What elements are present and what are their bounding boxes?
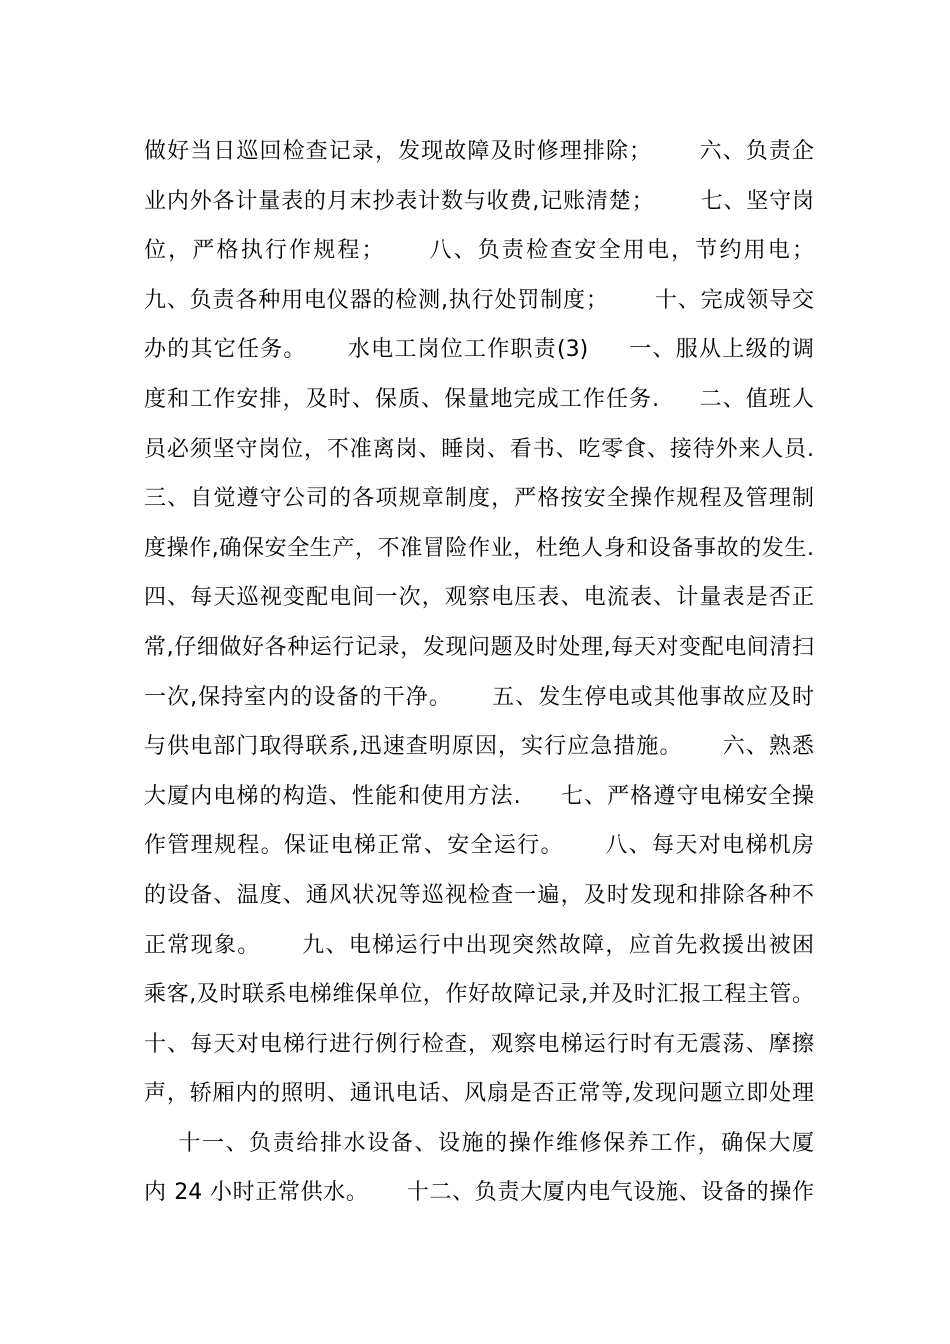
text-line: 与供电部门取得联系,迅速查明原因，实行应急措施。 六、熟悉 — [144, 734, 814, 760]
text-line: 正常现象。 九、电梯运行中出现突然故障，应首先救援出被困 — [144, 932, 814, 958]
text-line: 员必须坚守岗位，不准离岗、睡岗、看书、吃零食、接待外来人员. — [144, 436, 814, 462]
text-line: 常,仔细做好各种运行记录，发现问题及时处理,每天对变配电间清扫 — [144, 634, 814, 660]
text-line: 十一、负责给排水设备、设施的操作维修保养工作，确保大厦 — [144, 1130, 814, 1156]
text-line: 做好当日巡回检查记录，发现故障及时修理排除； 六、负责企 — [144, 139, 814, 164]
text-line: 业内外各计量表的月末抄表计数与收费,记账清楚； 七、坚守岗 — [144, 188, 814, 214]
text-line: 乘客,及时联系电梯维保单位，作好故障记录,并及时汇报工程主管。 — [144, 982, 814, 1008]
text-line: 四、每天巡视变配电间一次，观察电压表、电流表、计量表是否正 — [144, 585, 814, 611]
text-line: 声，轿厢内的照明、通讯电话、风扇是否正常等,发现问题立即处理 — [144, 1081, 814, 1107]
text-line: 九、负责各种用电仪器的检测,执行处罚制度； 十、完成领导交 — [144, 287, 814, 313]
body-text — [144, 131, 814, 1222]
text-line: 度操作,确保安全生产，不准冒险作业，杜绝人身和设备事故的发生. — [144, 535, 814, 561]
text-line: 十、每天对电梯行进行例行检查，观察电梯运行时有无震荡、摩擦 — [144, 1031, 814, 1057]
text-line: 一次,保持室内的设备的干净。 五、发生停电或其他事故应及时 — [144, 684, 814, 710]
text-line: 大厦内电梯的构造、性能和使用方法. 七、严格遵守电梯安全操 — [144, 783, 814, 809]
text-line: 内 24 小时正常供水。 十二、负责大厦内电气设施、设备的操作 — [144, 1180, 814, 1206]
text-line: 三、自觉遵守公司的各项规章制度，严格按安全操作规程及管理制 — [144, 486, 814, 512]
text-line: 作管理规程。保证电梯正常、安全运行。 八、每天对电梯机房 — [144, 833, 814, 859]
text-line: 的设备、温度、通风状况等巡视检查一遍，及时发现和排除各种不 — [144, 882, 814, 908]
text-line: 位，严格执行作规程； 八、负责检查安全用电，节约用电； — [144, 238, 814, 264]
text-line: 度和工作安排，及时、保质、保量地完成工作任务. 二、值班人 — [144, 386, 814, 412]
text-line: 办的其它任务。 水电工岗位工作职责(3) 一、服从上级的调 — [144, 337, 814, 363]
